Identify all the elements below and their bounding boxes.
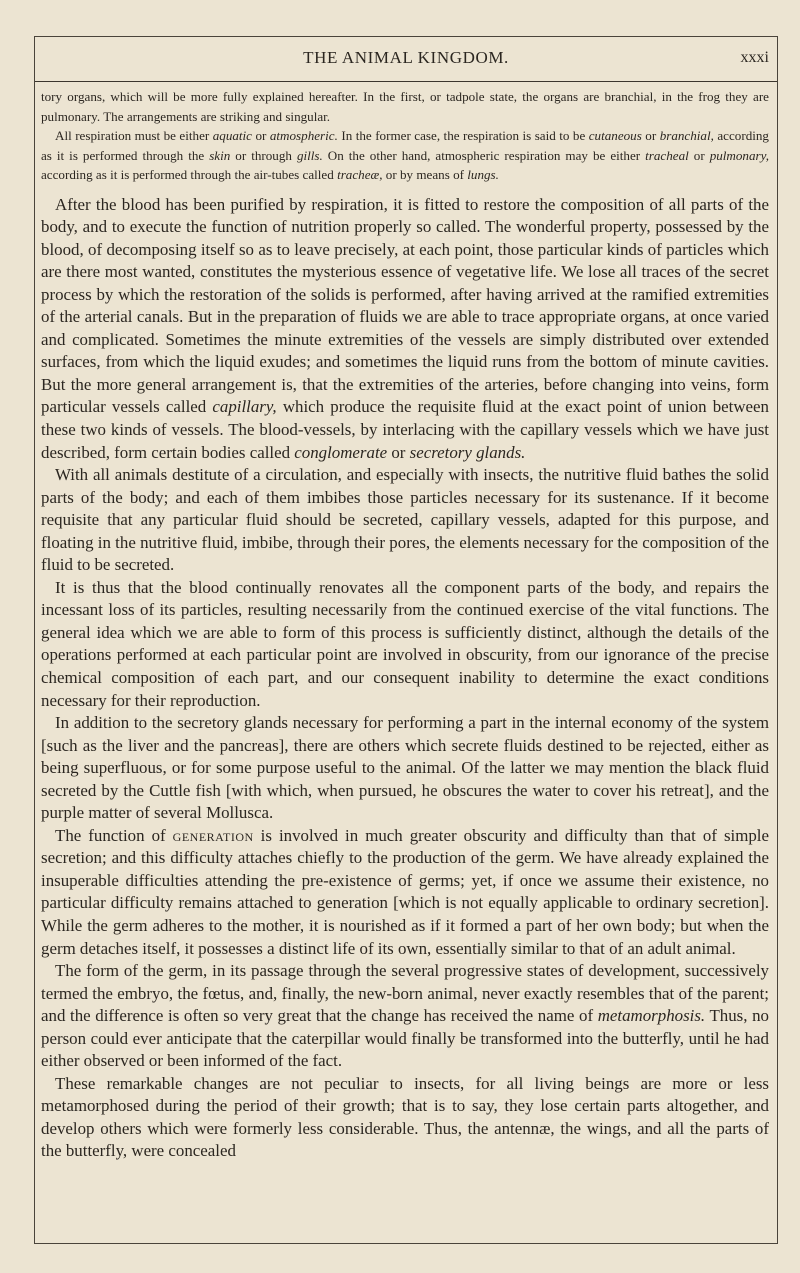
italic-term: tracheal: [645, 147, 689, 163]
text-run: which produce the requisite fluid at the exact point of union between these two kinds of vessels. The blood-vessels, by interlacing with the capillary vessels which we have just described, form certain bodies called: [41, 397, 769, 462]
paragraph: [41, 825, 769, 960]
paragraph: [41, 960, 769, 1073]
paragraph: [41, 194, 769, 465]
text-run: or: [688, 147, 710, 163]
italic-term: atmospheric.: [269, 128, 338, 143]
paragraph: [41, 87, 769, 126]
italic-term: conglomerate: [294, 442, 388, 462]
text-run: is involved in much greater obscurity and difficulty than that of simple secretion; and this difficulty attaches chiefly to the production of the germ. We have already explained the insuperable difficulties attending the pre-existence of germs; yet, if once we assume their existence, no particular difficulty remains attached to generation [which is not equally applicable to ordinary secretion]. While the germ adheres to the mother, it is nourished as if it formed a part of her own body; but when the germ detaches itself, it possesses a distinct life of its own, essentially similar to that of an adult animal.: [41, 825, 769, 958]
italic-term: secretory glands.: [409, 442, 526, 462]
text-run: It is thus that the blood continually renovates all the component parts of the body, and repairs the incessant loss of its particles, resulting necessarily from the continued exercise of the vital functions. The general idea which we are able to form of this process is sufficiently distinct, although the details of the operations performed at each particular point are involved in obscurity, from our ignorance of the precise chemical composition of each part, and our consequent inability to determine the exact conditions necessary for their reproduction.: [41, 577, 769, 710]
text-run: After the blood has been purified by respiration, it is fitted to restore the composition of all parts of the body, and to execute the function of nutrition properly so called. The wonderful property, possessed by the blood, of decomposing itself so as to leave precisely, at each point, those particular kinds of particles which are there most wanted, constitutes the mysterious essence of vegetative life. We lose all traces of the secret process by which the restoration of the solids is performed, after having arrived at the ramified extremities of the arterial canals. But in the preparation of fluids we are able to trace appropriate organs, at once varied and complicated. Sometimes the minute extremities of the vessels are simply distributed over extended surfaces, from which the liquid exudes; and sometimes the liquid runs from the bottom of minute cavities. But the more general arrangement is, that the extremities of the arteries, before changing into veins, form particular vessels called: [41, 194, 769, 417]
page-number: xxxi: [740, 49, 769, 66]
italic-term: lungs.: [467, 167, 499, 182]
italic-term: capillary,: [212, 397, 277, 417]
italic-term: tracheæ,: [337, 167, 383, 182]
body-text: [41, 87, 769, 1235]
text-run: according as it is performed through the: [41, 128, 769, 163]
text-run: or: [387, 442, 410, 462]
italic-term: pulmonary,: [709, 147, 769, 163]
text-run: or by means of: [382, 167, 468, 182]
text-run: or through: [230, 147, 297, 163]
text-run: The function of: [55, 825, 173, 845]
paragraph: [41, 1073, 769, 1163]
text-run: These remarkable changes are not peculiar to insects, for all living beings are more or less metamorphosed during the period of their growth; that is to say, they lose certain parts altogether, and develop others which were formerly less considerable. Thus, the antennæ, the wings, and all the parts of the butterfly, were concealed: [41, 1073, 769, 1161]
paragraph: [41, 464, 769, 577]
text-run: With all animals destitute of a circulation, and especially with insects, the nutritive fluid bathes the solid parts of the body; and each of them imbibes those particles necessary for its sustenance. If it become requisite that any particular fluid should be secreted, capillary vessels, adapted for this purpose, and floating in the nutritive fluid, imbibe, through their pores, the elements necessary for the composition of the fluid to be secreted.: [41, 465, 769, 575]
running-header: [35, 37, 777, 82]
paragraph: [41, 712, 769, 825]
page-frame: [34, 36, 778, 1244]
paragraph: [41, 126, 769, 185]
text-run: In the former case, the respiration is said to be: [337, 128, 589, 143]
text-run: The form of the germ, in its passage through the several progressive states of development, successively termed the embryo, the fœtus, and, finally, the new-born animal, never exactly resembles that of the parent; and the difference is often so very great that the change has received the name of: [41, 961, 769, 1026]
small-caps-term: generation: [172, 825, 254, 845]
text-run: or: [252, 128, 270, 143]
italic-term: metamorphosis.: [597, 1006, 706, 1026]
paragraph: [41, 577, 769, 712]
running-title: THE ANIMAL KINGDOM.: [303, 48, 509, 67]
italic-term: gills.: [296, 147, 323, 163]
text-run: In addition to the secretory glands necessary for performing a part in the internal economy of the system [such as the liver and the pancreas], there are others which secrete fluids destined to be rejected, either as being superfluous, or for some purpose useful to the animal. Of the latter we may mention the black fluid secreted by the Cuttle fish [with which, when pursued, he obscures the water to cover his retreat], and the purple matter of several Mollusca.: [41, 713, 769, 823]
text-run: tory organs, which will be more fully explained hereafter. In the first, or tadpole state, the organs are branchial, in the frog they are pulmonary. The arrangements are striking and singular.: [41, 89, 769, 124]
italic-term: branchial,: [659, 128, 714, 143]
text-run: Thus, no person could ever anticipate that the caterpillar would finally be transformed into the butterfly, until he had either observed or been informed of the fact.: [41, 1006, 769, 1071]
italic-term: cutaneous: [588, 128, 642, 143]
text-run: On the other hand, atmospheric respiration may be either: [322, 147, 646, 163]
text-run: according as it is performed through the air-tubes called: [41, 167, 338, 182]
italic-term: aquatic: [212, 128, 252, 143]
italic-term: skin: [209, 147, 231, 163]
text-run: or: [641, 128, 660, 143]
text-run: All respiration must be either: [55, 128, 213, 143]
